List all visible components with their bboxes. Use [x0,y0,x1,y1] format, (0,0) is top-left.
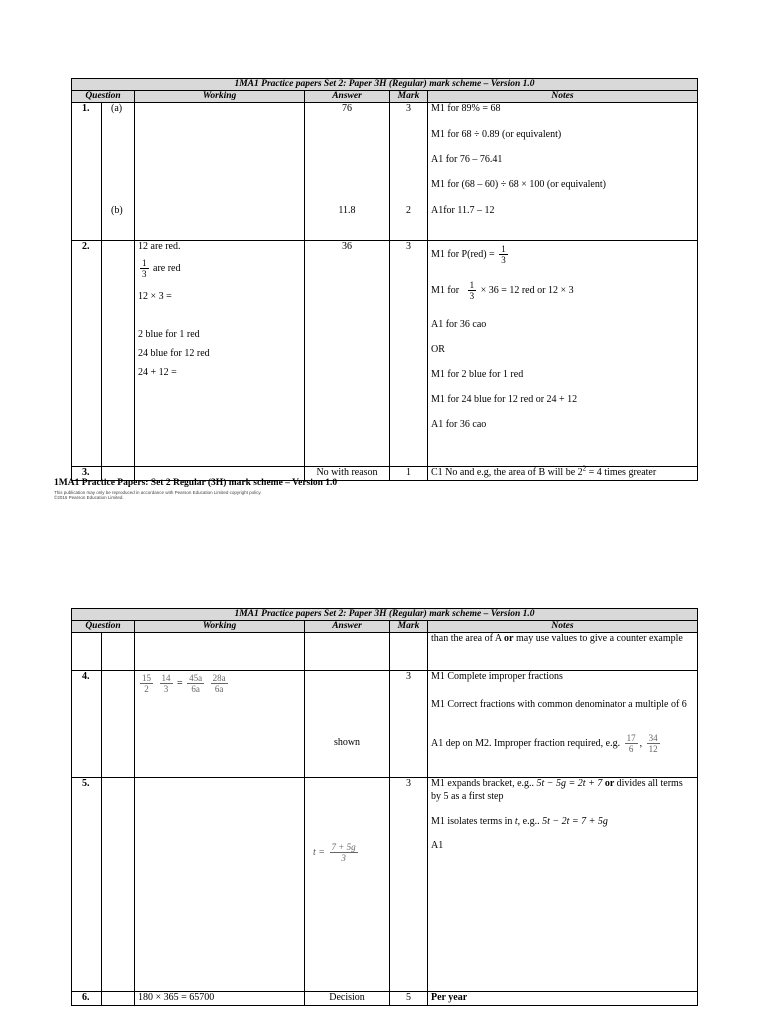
working-line: 12 × 3 = [138,291,172,302]
working-line: 24 blue for 12 red [138,348,210,359]
note-line: M1 for 68 ÷ 0.89 (or equivalent) [431,129,562,140]
note-line: A1 for 36 cao [431,419,487,430]
header-mark: Mark [390,621,428,633]
note-line: A1for 11.7 – 12 [431,205,495,216]
answer-formula: t = $\frac{7 + 5g}{3}$ [313,842,356,863]
header-mark: Mark [390,91,428,103]
working-cell [135,103,305,241]
table-row [72,103,698,241]
copyright-line: This publication may only be reproduced in accordance with Pearson Education Limited copyright policy. [54,490,262,495]
note-line: A1 for 76 – 76.41 [431,154,503,165]
answer-value: 36 [305,241,390,467]
note-line: M1 for (68 – 60) ÷ 68 × 100 (or equivalent) [431,179,606,190]
mark-value: 3 [406,103,411,114]
note-line: M1 Correct fractions with common denominator a multiple of 6 [431,699,687,710]
answer-value: Decision [305,992,390,1006]
header-answer: Answer [305,621,390,633]
part-cell [102,778,135,992]
answer-value: 76 [342,103,352,114]
note-line: M1 for $\frac{1}{3}$ × 36 = 12 red or 12 × 3 [431,280,574,301]
answer-value: shown [333,737,361,748]
working-fractions: $\frac{15}{2}$ $\frac{14}{3}$ = $\frac{45a}{6a}$ $\frac{28a}{6a}$ [142,673,226,694]
note-line: M1 Complete improper fractions [431,671,563,682]
part-cell [102,633,135,671]
working-cell [135,778,305,992]
working-cell [135,671,305,778]
header-working: Working [135,91,305,103]
answer-value: 11.8 [338,205,356,216]
copyright-line: ©2016 Pearson Education Limited. [54,495,124,500]
note-line: Per year [428,992,698,1006]
table-row [72,992,698,1006]
fraction: $\frac{1}{3}$ [501,244,506,265]
note-line: A1 dep on M2. Improper fraction required, e.g. $\frac{17}{6}$ , $\frac{34}{12}$ [431,733,658,754]
working-line: 2 blue for 1 red [138,329,200,340]
working-cell [135,241,305,467]
header-working: Working [135,621,305,633]
working-line: 24 + 12 = [138,367,177,378]
table-title: 1MA1 Practice papers Set 2: Paper 3H (Regular) mark scheme – Version 1.0 [72,609,698,621]
question-number: 6. [72,992,102,1006]
notes-cell [428,778,698,992]
answer-value: No with reason [305,467,390,481]
note-line: A1 for 36 cao [431,319,487,330]
notes-cell [428,241,698,467]
mark-value: 3 [390,778,428,992]
mark-scheme-table [71,78,698,481]
mark-value: 3 [390,241,428,467]
note-line: M1 expands bracket, e.g.. 5t − 5g = 2t + 7 or divides all terms by 5 as a first step [431,778,683,802]
answer-cell [305,671,390,778]
working-line: 180 × 365 = 65700 [135,992,305,1006]
mark-value: 1 [390,467,428,481]
note-line: M1 for 89% = 68 [431,103,501,114]
notes-cell [428,103,698,241]
question-number: 4. [72,671,102,778]
note-line: OR [431,344,445,355]
question-number: 1. [72,103,102,241]
note-line: A1 [431,840,444,851]
mark-value: 3 [390,671,428,778]
mark-scheme-page-2 [0,600,768,1024]
note-line: M1 for P(red) = $\frac{1}{3}$ [431,244,506,265]
question-number: 2. [72,241,102,467]
answer-cell [305,103,390,241]
note-line: M1 isolates terms in t, e.g.. 5t − 2t = 7 + 5g [431,816,608,827]
table-title: 1MA1 Practice papers Set 2: Paper 3H (Regular) mark scheme – Version 1.0 [72,79,698,91]
header-question: Question [72,621,135,633]
question-cell [72,633,102,671]
table-row [72,633,698,671]
notes-cell [428,671,698,778]
question-number: 3. [72,467,102,481]
table-row [72,778,698,992]
part-cell [102,992,135,1006]
mark-scheme-table [71,608,698,1006]
header-notes: Notes [428,621,698,633]
working-line: 12 are red. [138,241,181,252]
note-line: M1 for 24 blue for 12 red or 24 + 12 [431,394,578,405]
fraction: $\frac{1}{3}$ [469,280,475,301]
header-answer: Answer [305,91,390,103]
mark-value: 5 [390,992,428,1006]
table-row [72,241,698,467]
table-row [72,671,698,778]
header-question: Question [72,91,135,103]
answer-cell [305,778,390,992]
mark-cell [390,103,428,241]
working-cell [135,633,305,671]
part-label: (a) [111,103,123,114]
part-cell [102,671,135,778]
fraction: $\frac{1}{3}$ [142,258,147,279]
answer-cell [305,633,390,671]
header-notes: Notes [428,91,698,103]
footer-title: 1MA1 Practice Papers: Set 2 Regular (3H) mark scheme – Version 1.0 [54,478,338,488]
mark-value: 2 [406,205,411,216]
mark-cell [390,633,428,671]
part-labels [102,103,135,241]
note-line: C1 No and e.g, the area of B will be $2^2 = 4$ times greater [428,467,698,481]
working-line: $\frac{1}{3}$ are red [142,258,181,279]
note-line: than the area of A or may use values to give a counter example [428,633,698,671]
note-line: M1 for 2 blue for 1 red [431,369,524,380]
part-cell [102,241,135,467]
part-label: (b) [111,205,123,216]
question-number: 5. [72,778,102,992]
